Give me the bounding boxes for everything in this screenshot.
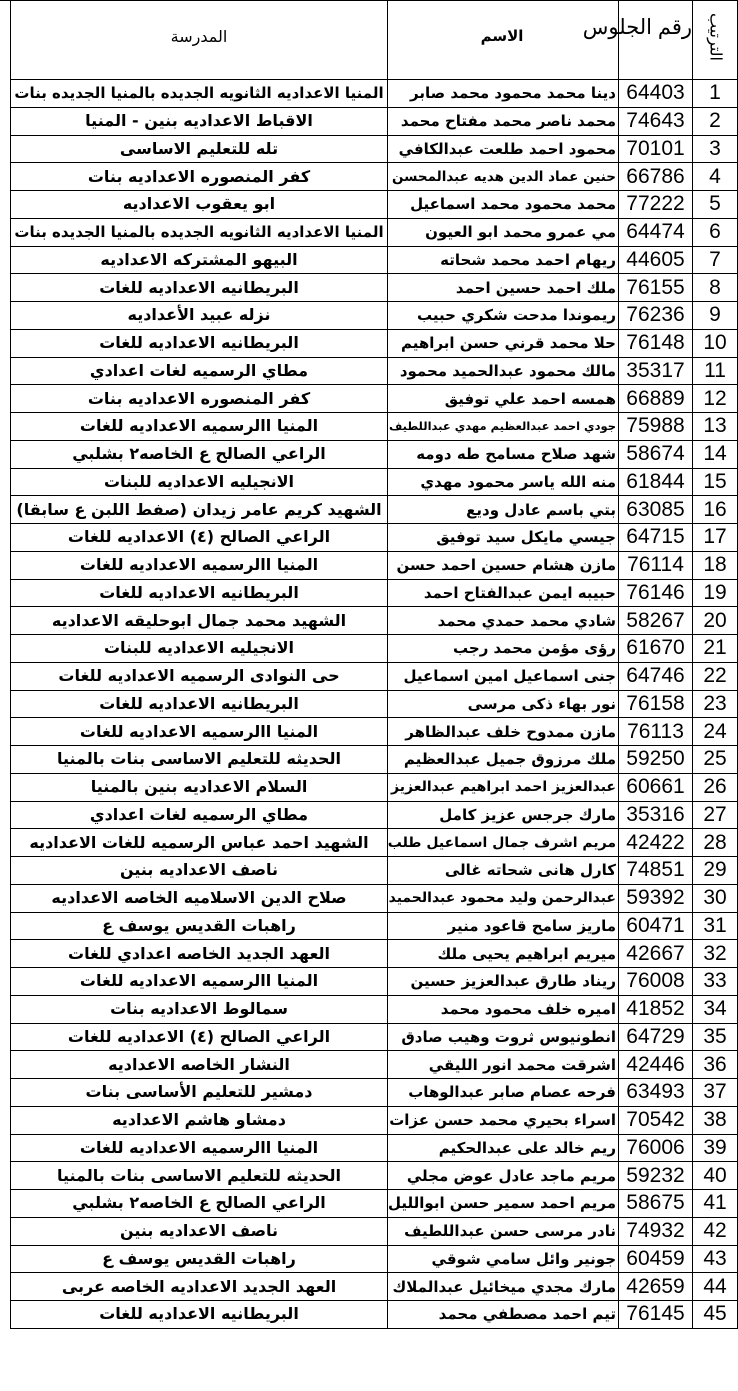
table-row bbox=[0, 107, 738, 135]
left-edge-cell bbox=[0, 440, 11, 468]
seat-number-cell: 76113 bbox=[619, 718, 693, 746]
rank-cell: 19 bbox=[693, 579, 738, 607]
student-name-cell: مريم ماجد عادل عوض مجلي bbox=[388, 1162, 619, 1190]
seat-number-cell: 74851 bbox=[619, 857, 693, 885]
rank-cell: 31 bbox=[693, 912, 738, 940]
left-edge-cell bbox=[0, 357, 11, 385]
table-row bbox=[0, 468, 738, 496]
student-name-cell: عبدالرحمن وليد محمود عبدالحميد bbox=[388, 884, 619, 912]
seat-number-cell: 66786 bbox=[619, 163, 693, 191]
table-row bbox=[0, 440, 738, 468]
rank-cell: 6 bbox=[693, 218, 738, 246]
left-edge-cell bbox=[0, 1273, 11, 1301]
seat-number-cell: 35316 bbox=[619, 801, 693, 829]
student-name-cell: مازن هشام حسين احمد حسن bbox=[388, 551, 619, 579]
school-cell: البريطانيه الاعداديه للغات bbox=[11, 1301, 388, 1329]
school-cell: كفر المنصوره الاعداديه بنات bbox=[11, 385, 388, 413]
student-name-cell: محمود احمد طلعت عبدالكافي bbox=[388, 135, 619, 163]
rank-cell: 39 bbox=[693, 1134, 738, 1162]
table-row bbox=[0, 746, 738, 774]
student-name-cell: محمد ناصر محمد مفتاح محمد bbox=[388, 107, 619, 135]
student-name-cell: ريم خالد على عبدالحكيم bbox=[388, 1134, 619, 1162]
student-name-cell: شادي محمد حمدي محمد bbox=[388, 607, 619, 635]
student-name-cell: حنين عماد الدين هديه عبدالمحسن bbox=[388, 163, 619, 191]
seat-number-cell: 64403 bbox=[619, 80, 693, 108]
student-name-cell: اشرقت محمد انور الليقي bbox=[388, 1051, 619, 1079]
student-name-cell: مارك مجدي ميخائيل عبدالملاك bbox=[388, 1273, 619, 1301]
school-cell: كفر المنصوره الاعداديه بنات bbox=[11, 163, 388, 191]
student-name-cell: جيسي مايكل سيد توفيق bbox=[388, 524, 619, 552]
table-row bbox=[0, 773, 738, 801]
student-name-cell: عبدالعزيز احمد ابراهيم عبدالعزيز bbox=[388, 773, 619, 801]
seat-number-cell: 60471 bbox=[619, 912, 693, 940]
student-name-cell: مالك محمود عبدالحميد محمود bbox=[388, 357, 619, 385]
seat-number-cell: 76008 bbox=[619, 968, 693, 996]
school-cell: المنيا االرسميه الاعداديه للغات bbox=[11, 718, 388, 746]
school-cell: حى النوادى الرسميه الاعداديه للغات bbox=[11, 662, 388, 690]
school-cell: دمشير للتعليم الأساسى بنات bbox=[11, 1079, 388, 1107]
student-name-cell: مي عمرو محمد ابو العيون bbox=[388, 218, 619, 246]
seat-number-cell: 76236 bbox=[619, 302, 693, 330]
table-row bbox=[0, 218, 738, 246]
table-row bbox=[0, 385, 738, 413]
left-edge-cell bbox=[0, 218, 11, 246]
left-edge-cell bbox=[0, 135, 11, 163]
school-cell: البريطانيه الاعداديه للغات bbox=[11, 579, 388, 607]
table-row bbox=[0, 940, 738, 968]
table-row bbox=[0, 246, 738, 274]
left-edge-cell bbox=[0, 912, 11, 940]
seat-number-cell: 76114 bbox=[619, 551, 693, 579]
seat-number-header: رقم الجلوس bbox=[619, 1, 693, 80]
table-row bbox=[0, 857, 738, 885]
rank-cell: 11 bbox=[693, 357, 738, 385]
table-row bbox=[0, 912, 738, 940]
seat-number-cell: 64715 bbox=[619, 524, 693, 552]
student-name-cell: نادر مرسى حسن عبداللطيف bbox=[388, 1217, 619, 1245]
table-row bbox=[0, 884, 738, 912]
school-cell: الراعي الصالح ع الخاصه٢ بشلبي bbox=[11, 1190, 388, 1218]
left-edge-cell bbox=[0, 496, 11, 524]
school-cell: العهد الجديد الاعداديه الخاصه عربى bbox=[11, 1273, 388, 1301]
seat-number-cell: 76148 bbox=[619, 329, 693, 357]
school-cell: العهد الجديد الخاصه اعدادي للغات bbox=[11, 940, 388, 968]
seat-number-cell: 76145 bbox=[619, 1301, 693, 1329]
rank-cell: 42 bbox=[693, 1217, 738, 1245]
school-cell: الانجيليه الاعداديه للبنات bbox=[11, 635, 388, 663]
left-edge-cell bbox=[0, 1023, 11, 1051]
rank-cell: 1 bbox=[693, 80, 738, 108]
table-row bbox=[0, 1134, 738, 1162]
rank-cell: 21 bbox=[693, 635, 738, 663]
school-cell: راهبات القديس يوسف ع bbox=[11, 1245, 388, 1273]
table-row bbox=[0, 413, 738, 441]
rank-cell: 13 bbox=[693, 413, 738, 441]
seat-number-cell: 64746 bbox=[619, 662, 693, 690]
table-row bbox=[0, 718, 738, 746]
left-edge-cell bbox=[0, 385, 11, 413]
left-edge-cell bbox=[0, 468, 11, 496]
rank-cell: 20 bbox=[693, 607, 738, 635]
rank-cell: 38 bbox=[693, 1106, 738, 1134]
left-edge-cell bbox=[0, 801, 11, 829]
rank-cell: 22 bbox=[693, 662, 738, 690]
rank-cell: 27 bbox=[693, 801, 738, 829]
left-edge-cell bbox=[0, 1217, 11, 1245]
school-cell: نزله عبيد الأعداديه bbox=[11, 302, 388, 330]
table-row bbox=[0, 274, 738, 302]
student-name-cell: حلا محمد قرني حسن ابراهيم bbox=[388, 329, 619, 357]
school-cell: راهبات القديس يوسف ع bbox=[11, 912, 388, 940]
school-cell: الانجيليه الاعداديه للبنات bbox=[11, 468, 388, 496]
school-cell: ناصف الاعداديه بنين bbox=[11, 1217, 388, 1245]
student-name-cell: اميره خلف محمود محمد bbox=[388, 995, 619, 1023]
left-edge-cell bbox=[0, 1051, 11, 1079]
left-edge-cell bbox=[0, 246, 11, 274]
table-row bbox=[0, 1190, 738, 1218]
school-cell: الحديثه للتعليم الاساسى بنات بالمنيا bbox=[11, 746, 388, 774]
seat-number-cell: 59250 bbox=[619, 746, 693, 774]
seat-number-cell: 59232 bbox=[619, 1162, 693, 1190]
student-name-cell: همسه احمد علي توفيق bbox=[388, 385, 619, 413]
left-edge-cell bbox=[0, 1190, 11, 1218]
student-name-cell: شهد صلاح مسامح طه دومه bbox=[388, 440, 619, 468]
student-name-cell: ريهام احمد محمد شحاته bbox=[388, 246, 619, 274]
student-name-cell: جنى اسماعيل امين اسماعيل bbox=[388, 662, 619, 690]
name-header: الاسم bbox=[388, 1, 619, 80]
left-edge-cell bbox=[0, 1079, 11, 1107]
left-edge-cell bbox=[0, 329, 11, 357]
left-edge-cell bbox=[0, 690, 11, 718]
school-cell: الحديثه للتعليم الاساسى بنات بالمنيا bbox=[11, 1162, 388, 1190]
seat-number-cell: 61670 bbox=[619, 635, 693, 663]
school-cell: الراعي الصالح (٤) الاعداديه للغات bbox=[11, 1023, 388, 1051]
table-row bbox=[0, 357, 738, 385]
seat-number-cell: 66889 bbox=[619, 385, 693, 413]
left-edge-cell bbox=[0, 413, 11, 441]
rank-header: الترتيب bbox=[693, 1, 738, 80]
left-edge-cell bbox=[0, 1301, 11, 1329]
school-cell: سمالوط الاعداديه بنات bbox=[11, 995, 388, 1023]
rank-cell: 10 bbox=[693, 329, 738, 357]
table-row bbox=[0, 496, 738, 524]
table-row bbox=[0, 551, 738, 579]
left-edge-cell bbox=[0, 607, 11, 635]
seat-number-cell: 58267 bbox=[619, 607, 693, 635]
table-row bbox=[0, 579, 738, 607]
student-name-cell: ملك احمد حسين احمد bbox=[388, 274, 619, 302]
left-edge-cell bbox=[0, 968, 11, 996]
rank-cell: 29 bbox=[693, 857, 738, 885]
table-row bbox=[0, 1301, 738, 1329]
rank-cell: 15 bbox=[693, 468, 738, 496]
left-edge-cell bbox=[0, 524, 11, 552]
student-name-cell: جونير وائل سامي شوقي bbox=[388, 1245, 619, 1273]
seat-number-cell: 75988 bbox=[619, 413, 693, 441]
left-edge-cell bbox=[0, 1, 11, 80]
table-row bbox=[0, 1051, 738, 1079]
left-edge-cell bbox=[0, 191, 11, 219]
table-row bbox=[0, 829, 738, 857]
school-cell: المنيا الاعداديه الثانويه الجديده بالمنيا الجديده بنات bbox=[11, 80, 388, 108]
table-row bbox=[0, 80, 738, 108]
student-name-cell: رؤى مؤمن محمد رجب bbox=[388, 635, 619, 663]
left-edge-cell bbox=[0, 551, 11, 579]
school-cell: الشهيد محمد جمال ابوحليقه الاعداديه bbox=[11, 607, 388, 635]
rank-cell: 5 bbox=[693, 191, 738, 219]
school-cell: مطاي الرسميه لغات اعدادي bbox=[11, 357, 388, 385]
left-edge-cell bbox=[0, 829, 11, 857]
seat-number-cell: 41852 bbox=[619, 995, 693, 1023]
seat-number-cell: 76158 bbox=[619, 690, 693, 718]
student-name-cell: بتي باسم عادل وديع bbox=[388, 496, 619, 524]
seat-number-cell: 58675 bbox=[619, 1190, 693, 1218]
rank-cell: 40 bbox=[693, 1162, 738, 1190]
rank-cell: 17 bbox=[693, 524, 738, 552]
left-edge-cell bbox=[0, 635, 11, 663]
results-body bbox=[0, 80, 738, 1329]
rank-cell: 7 bbox=[693, 246, 738, 274]
school-cell: صلاح الدين الاسلاميه الخاصه الاعداديه bbox=[11, 884, 388, 912]
rank-cell: 18 bbox=[693, 551, 738, 579]
school-cell: البريطانيه الاعداديه للغات bbox=[11, 274, 388, 302]
table-row bbox=[0, 995, 738, 1023]
rank-cell: 37 bbox=[693, 1079, 738, 1107]
rank-cell: 4 bbox=[693, 163, 738, 191]
left-edge-cell bbox=[0, 107, 11, 135]
school-cell: المنيا االرسميه الاعداديه للغات bbox=[11, 968, 388, 996]
left-edge-cell bbox=[0, 773, 11, 801]
left-edge-cell bbox=[0, 302, 11, 330]
rank-cell: 28 bbox=[693, 829, 738, 857]
student-name-cell: ريناد طارق عبدالعزيز حسين bbox=[388, 968, 619, 996]
rank-cell: 41 bbox=[693, 1190, 738, 1218]
seat-number-cell: 42422 bbox=[619, 829, 693, 857]
table-row bbox=[0, 163, 738, 191]
student-name-cell: دينا محمد محمود محمد صابر bbox=[388, 80, 619, 108]
seat-number-cell: 70542 bbox=[619, 1106, 693, 1134]
table-row bbox=[0, 1245, 738, 1273]
student-name-cell: ماريز سامح قاعود منير bbox=[388, 912, 619, 940]
seat-number-cell: 74932 bbox=[619, 1217, 693, 1245]
left-edge-cell bbox=[0, 884, 11, 912]
table-row bbox=[0, 1106, 738, 1134]
school-cell: ابو يعقوب الاعداديه bbox=[11, 191, 388, 219]
table-row bbox=[0, 329, 738, 357]
seat-number-cell: 42659 bbox=[619, 1273, 693, 1301]
table-row bbox=[0, 607, 738, 635]
rank-cell: 14 bbox=[693, 440, 738, 468]
student-name-cell: ريموندا مدحت شكري حبيب bbox=[388, 302, 619, 330]
left-edge-cell bbox=[0, 995, 11, 1023]
rank-cell: 30 bbox=[693, 884, 738, 912]
school-cell: المنيا الاعداديه الثانويه الجديده بالمنيا الجديده بنات bbox=[11, 218, 388, 246]
table-row bbox=[0, 662, 738, 690]
left-edge-cell bbox=[0, 1162, 11, 1190]
rank-cell: 3 bbox=[693, 135, 738, 163]
seat-number-cell: 44605 bbox=[619, 246, 693, 274]
rank-cell: 26 bbox=[693, 773, 738, 801]
school-cell: الاقباط الاعداديه بنين - المنيا bbox=[11, 107, 388, 135]
left-edge-cell bbox=[0, 1106, 11, 1134]
rank-cell: 9 bbox=[693, 302, 738, 330]
student-name-cell: مارك جرجس عزيز كامل bbox=[388, 801, 619, 829]
school-cell: البريطانيه الاعداديه للغات bbox=[11, 690, 388, 718]
school-cell: المنيا االرسميه الاعداديه للغات bbox=[11, 413, 388, 441]
seat-number-cell: 61844 bbox=[619, 468, 693, 496]
rank-cell: 8 bbox=[693, 274, 738, 302]
seat-number-cell: 77222 bbox=[619, 191, 693, 219]
student-name-cell: تيم احمد مصطفي محمد bbox=[388, 1301, 619, 1329]
seat-number-cell: 59392 bbox=[619, 884, 693, 912]
rank-cell: 45 bbox=[693, 1301, 738, 1329]
rank-cell: 36 bbox=[693, 1051, 738, 1079]
school-cell: البيهو المشتركه الاعداديه bbox=[11, 246, 388, 274]
student-name-cell: ميريم ابراهيم يحيى ملك bbox=[388, 940, 619, 968]
rank-cell: 35 bbox=[693, 1023, 738, 1051]
student-name-cell: منه الله ياسر محمود مهدي bbox=[388, 468, 619, 496]
rank-cell: 43 bbox=[693, 1245, 738, 1273]
rank-cell: 2 bbox=[693, 107, 738, 135]
student-name-cell: انطونيوس ثروت وهيب صادق bbox=[388, 1023, 619, 1051]
left-edge-cell bbox=[0, 940, 11, 968]
left-edge-cell bbox=[0, 163, 11, 191]
student-name-cell: مازن ممدوح خلف عبدالظاهر bbox=[388, 718, 619, 746]
seat-number-cell: 60661 bbox=[619, 773, 693, 801]
table-row bbox=[0, 1162, 738, 1190]
table-row bbox=[0, 1079, 738, 1107]
school-cell: الراعي الصالح (٤) الاعداديه للغات bbox=[11, 524, 388, 552]
school-cell: المنيا االرسميه الاعداديه للغات bbox=[11, 1134, 388, 1162]
seat-number-cell: 76006 bbox=[619, 1134, 693, 1162]
rank-cell: 23 bbox=[693, 690, 738, 718]
student-name-cell: نور بهاء ذكى مرسى bbox=[388, 690, 619, 718]
table-row bbox=[0, 690, 738, 718]
rank-cell: 44 bbox=[693, 1273, 738, 1301]
seat-number-cell: 64474 bbox=[619, 218, 693, 246]
student-name-cell: مريم احمد سمير حسن ابوالليل bbox=[388, 1190, 619, 1218]
table-row bbox=[0, 302, 738, 330]
table-row bbox=[0, 635, 738, 663]
table-row bbox=[0, 135, 738, 163]
seat-number-cell: 76155 bbox=[619, 274, 693, 302]
student-name-cell: كارل هانى شحاته غالى bbox=[388, 857, 619, 885]
header-row bbox=[0, 1, 738, 80]
seat-number-cell: 60459 bbox=[619, 1245, 693, 1273]
school-cell: السلام الاعداديه بنين بالمنيا bbox=[11, 773, 388, 801]
seat-number-cell: 42446 bbox=[619, 1051, 693, 1079]
school-cell: المنيا االرسميه الاعداديه للغات bbox=[11, 551, 388, 579]
school-header: المدرسة bbox=[11, 1, 388, 80]
seat-number-cell: 76146 bbox=[619, 579, 693, 607]
student-name-cell: اسراء بحيري محمد حسن عزات bbox=[388, 1106, 619, 1134]
table-row bbox=[0, 801, 738, 829]
table-row bbox=[0, 1217, 738, 1245]
school-cell: دمشاو هاشم الاعداديه bbox=[11, 1106, 388, 1134]
seat-number-cell: 35317 bbox=[619, 357, 693, 385]
school-cell: مطاي الرسميه لغات اعدادي bbox=[11, 801, 388, 829]
left-edge-cell bbox=[0, 857, 11, 885]
rank-cell: 16 bbox=[693, 496, 738, 524]
school-cell: تله للتعليم الاساسى bbox=[11, 135, 388, 163]
student-name-cell: ملك مرزوق جميل عبدالعظيم bbox=[388, 746, 619, 774]
rank-cell: 33 bbox=[693, 968, 738, 996]
school-cell: ناصف الاعداديه بنين bbox=[11, 857, 388, 885]
school-cell: البريطانيه الاعداديه للغات bbox=[11, 329, 388, 357]
school-cell: الشهيد كريم عامر زيدان (صفط اللبن ع سابقا) bbox=[11, 496, 388, 524]
left-edge-cell bbox=[0, 80, 11, 108]
seat-number-cell: 70101 bbox=[619, 135, 693, 163]
left-edge-cell bbox=[0, 579, 11, 607]
student-name-cell: فرحه عصام صابر عبدالوهاب bbox=[388, 1079, 619, 1107]
table-row bbox=[0, 524, 738, 552]
rank-cell: 25 bbox=[693, 746, 738, 774]
seat-number-cell: 63085 bbox=[619, 496, 693, 524]
table-row bbox=[0, 968, 738, 996]
school-cell: الراعي الصالح ع الخاصه٢ بشلبي bbox=[11, 440, 388, 468]
student-name-cell: محمد محمود محمد اسماعيل bbox=[388, 191, 619, 219]
seat-number-cell: 74643 bbox=[619, 107, 693, 135]
student-name-cell: حبيبه ايمن عبدالفتاح احمد bbox=[388, 579, 619, 607]
table-row bbox=[0, 1023, 738, 1051]
rank-cell: 24 bbox=[693, 718, 738, 746]
left-edge-cell bbox=[0, 1245, 11, 1273]
seat-number-cell: 63493 bbox=[619, 1079, 693, 1107]
student-name-cell: مريم اشرف جمال اسماعيل طلب bbox=[388, 829, 619, 857]
left-edge-cell bbox=[0, 662, 11, 690]
rank-cell: 34 bbox=[693, 995, 738, 1023]
seat-number-cell: 64729 bbox=[619, 1023, 693, 1051]
student-name-cell: جودي احمد عبدالعظيم مهدي عبداللطيف bbox=[388, 413, 619, 441]
left-edge-cell bbox=[0, 274, 11, 302]
rank-cell: 12 bbox=[693, 385, 738, 413]
rank-cell: 32 bbox=[693, 940, 738, 968]
left-edge-cell bbox=[0, 1134, 11, 1162]
table-row bbox=[0, 1273, 738, 1301]
school-cell: الشهيد احمد عباس الرسميه للغات الاعداديه bbox=[11, 829, 388, 857]
seat-number-cell: 42667 bbox=[619, 940, 693, 968]
left-edge-cell bbox=[0, 718, 11, 746]
table-row bbox=[0, 191, 738, 219]
school-cell: النشار الخاصه الاعداديه bbox=[11, 1051, 388, 1079]
seat-number-cell: 58674 bbox=[619, 440, 693, 468]
left-edge-cell bbox=[0, 746, 11, 774]
